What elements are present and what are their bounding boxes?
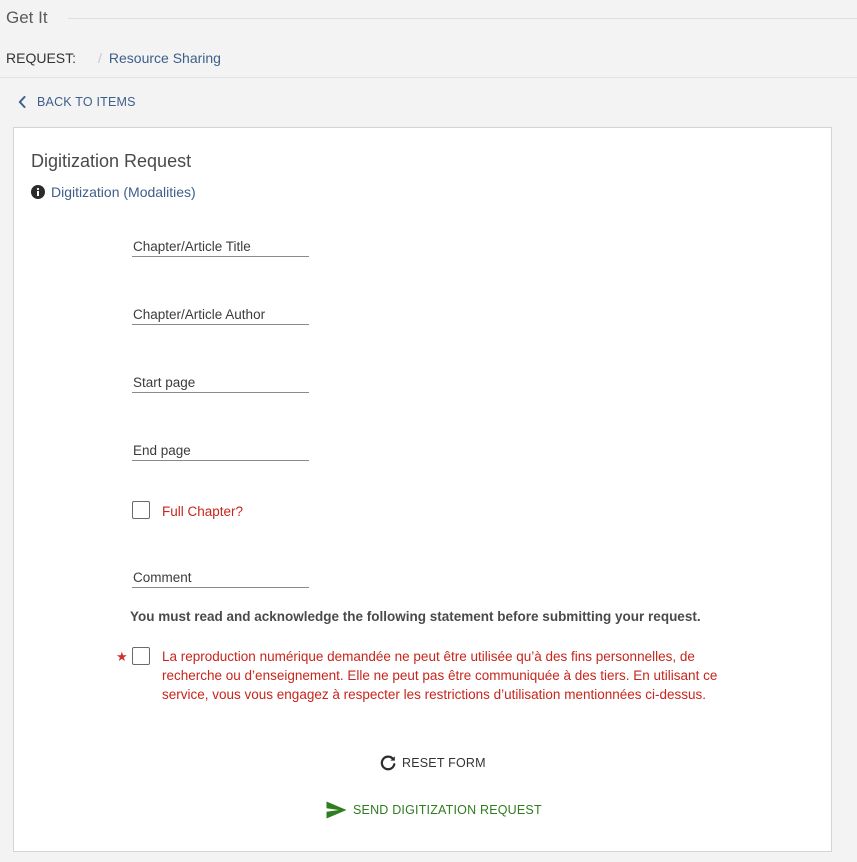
full-chapter-checkbox[interactable] [132, 501, 150, 519]
digitization-request-card [13, 127, 832, 852]
start-page-input[interactable] [132, 372, 310, 392]
comment-field [132, 567, 309, 588]
digitization-modalities-label: Digitization (Modalities) [51, 184, 196, 200]
end-page-field [132, 440, 309, 461]
section-divider [68, 18, 857, 19]
reset-form-label: RESET FORM [402, 756, 486, 770]
info-icon [31, 185, 45, 199]
resource-sharing-link[interactable]: Resource Sharing [108, 50, 221, 66]
chapter-author-field [132, 304, 309, 325]
send-digitization-request-label: SEND DIGITIZATION REQUEST [353, 803, 542, 817]
back-to-items-label: BACK TO ITEMS [37, 95, 136, 109]
full-chapter-label: Full Chapter? [162, 504, 244, 519]
form-title: Digitization Request [31, 151, 192, 171]
section-title: Get It [6, 8, 48, 27]
send-digitization-request-button[interactable] [326, 801, 542, 819]
reset-form-button[interactable] [379, 754, 486, 772]
request-label: REQUEST: [6, 50, 77, 66]
start-page-field [132, 372, 309, 393]
request-divider [0, 77, 857, 78]
back-to-items-button[interactable] [18, 95, 136, 109]
required-asterisk: ★ [116, 649, 128, 664]
chevron-left-icon [18, 96, 26, 108]
acknowledge-checkbox[interactable] [132, 647, 150, 665]
refresh-icon [379, 754, 397, 772]
end-page-input[interactable] [132, 440, 310, 460]
chapter-title-input[interactable] [132, 236, 310, 256]
chapter-author-input[interactable] [132, 304, 310, 324]
acknowledgement-heading: You must read and acknowledge the following statement before submitting your request. [130, 609, 701, 624]
digitization-modalities-link[interactable] [31, 184, 196, 200]
breadcrumb-separator: / [98, 50, 102, 66]
request-breadcrumb [6, 50, 221, 66]
acknowledgement-statement: La reproduction numérique demandée ne peut être utilisée qu’à des fins personnelles, de recherche ou d’enseignement. Elle ne peut pas être communiquée à des tiers. En utilisant ce service, vous vous engagez à respecter les restrictions d’utilisation mentionnées ci-dessus. [162, 649, 718, 702]
send-icon [326, 801, 347, 819]
comment-input[interactable] [132, 567, 310, 587]
chapter-title-field [132, 236, 309, 257]
